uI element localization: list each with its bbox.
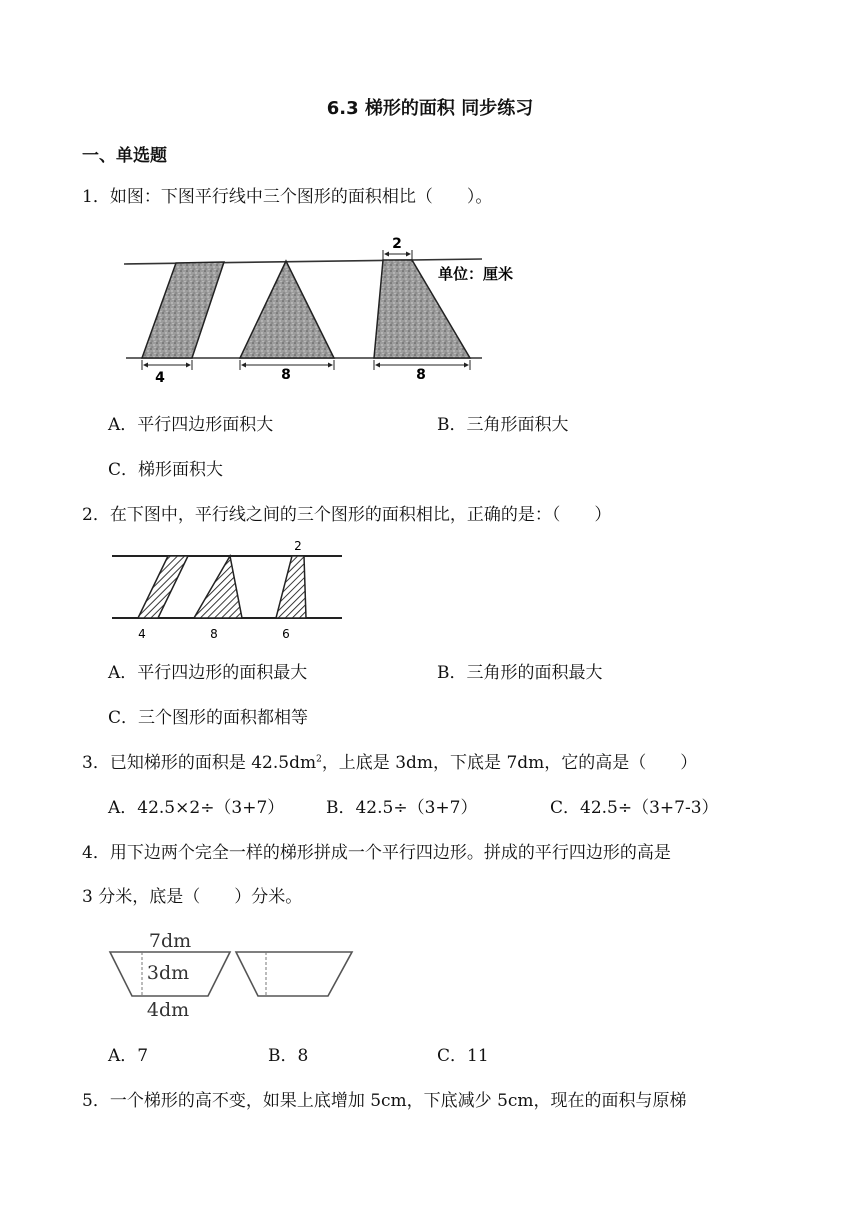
question-4-option-a[interactable]: A．7 [108, 1046, 149, 1066]
triangle-base-label: 8 [281, 367, 291, 383]
unit-label: 单位：厘米 [438, 265, 514, 283]
height-label: 3dm [146, 962, 190, 984]
page-title: 6.3 梯形的面积 同步练习 [326, 98, 534, 119]
section-heading: 一、单选题 [82, 146, 167, 166]
parallelogram-base-label: 4 [138, 627, 146, 641]
triangle-shape [194, 556, 242, 618]
question-3-text: 3．已知梯形的面积是 $42.5dm^2$，上底是 3dm，下底是 7dm，它的高是（ ） [82, 753, 698, 773]
question-1-option-a[interactable]: A．平行四边形面积大 [108, 415, 274, 435]
trapezoid-right [236, 952, 352, 996]
question-1-option-b[interactable]: B．三角形面积大 [437, 415, 569, 435]
trapezoid-top-label: 2 [392, 236, 402, 252]
triangle-base-label: 8 [210, 627, 218, 641]
bottom-base-label: 4dm [146, 999, 190, 1021]
question-2-option-c[interactable]: C．三个图形的面积都相等 [108, 708, 309, 728]
parallelogram-shape [138, 556, 188, 618]
trapezoid-base-label: 6 [282, 627, 290, 641]
triangle-shape [240, 261, 334, 358]
trapezoid-top-label: 2 [294, 539, 302, 553]
trapezoid-base-label: 8 [416, 367, 426, 383]
question-3-option-b[interactable]: B．42.5÷（3+7） [326, 798, 478, 818]
superscript-2: 2 [316, 754, 322, 765]
question-4-text-line2: 3 分米，底是（ ）分米。 [82, 887, 303, 907]
question-3-option-a[interactable]: A．42.5×2÷（3+7） [108, 798, 285, 818]
parallelogram-base-label: 4 [155, 370, 165, 386]
question-1-option-c[interactable]: C．梯形面积大 [108, 460, 224, 480]
question-2-option-b[interactable]: B．三角形的面积最大 [437, 663, 603, 683]
question-4-option-c[interactable]: C．11 [437, 1046, 489, 1066]
question-3-option-c[interactable]: C．42.5÷（3+7-3） [550, 798, 719, 818]
question-1-text: 1．如图：下图平行线中三个图形的面积相比（ ）。 [82, 187, 493, 207]
question-4-option-b[interactable]: B．8 [268, 1046, 309, 1066]
question-2-figure [110, 538, 346, 646]
question-5-text: 5．一个梯形的高不变，如果上底增加 5cm，下底减少 5cm，现在的面积与原梯 [82, 1091, 687, 1111]
question-1-figure [120, 228, 514, 386]
question-4-text-line1: 4．用下边两个完全一样的梯形拼成一个平行四边形。拼成的平行四边形的高是 [82, 843, 671, 863]
parallelogram-shape [142, 262, 224, 358]
question-2-option-a[interactable]: A．平行四边形的面积最大 [108, 663, 308, 683]
question-4-figure [106, 928, 356, 1020]
top-base-label: 7dm [148, 930, 192, 952]
trapezoid-shape [276, 556, 306, 618]
question-2-text: 2．在下图中，平行线之间的三个图形的面积相比，正确的是：（ ） [82, 505, 612, 525]
